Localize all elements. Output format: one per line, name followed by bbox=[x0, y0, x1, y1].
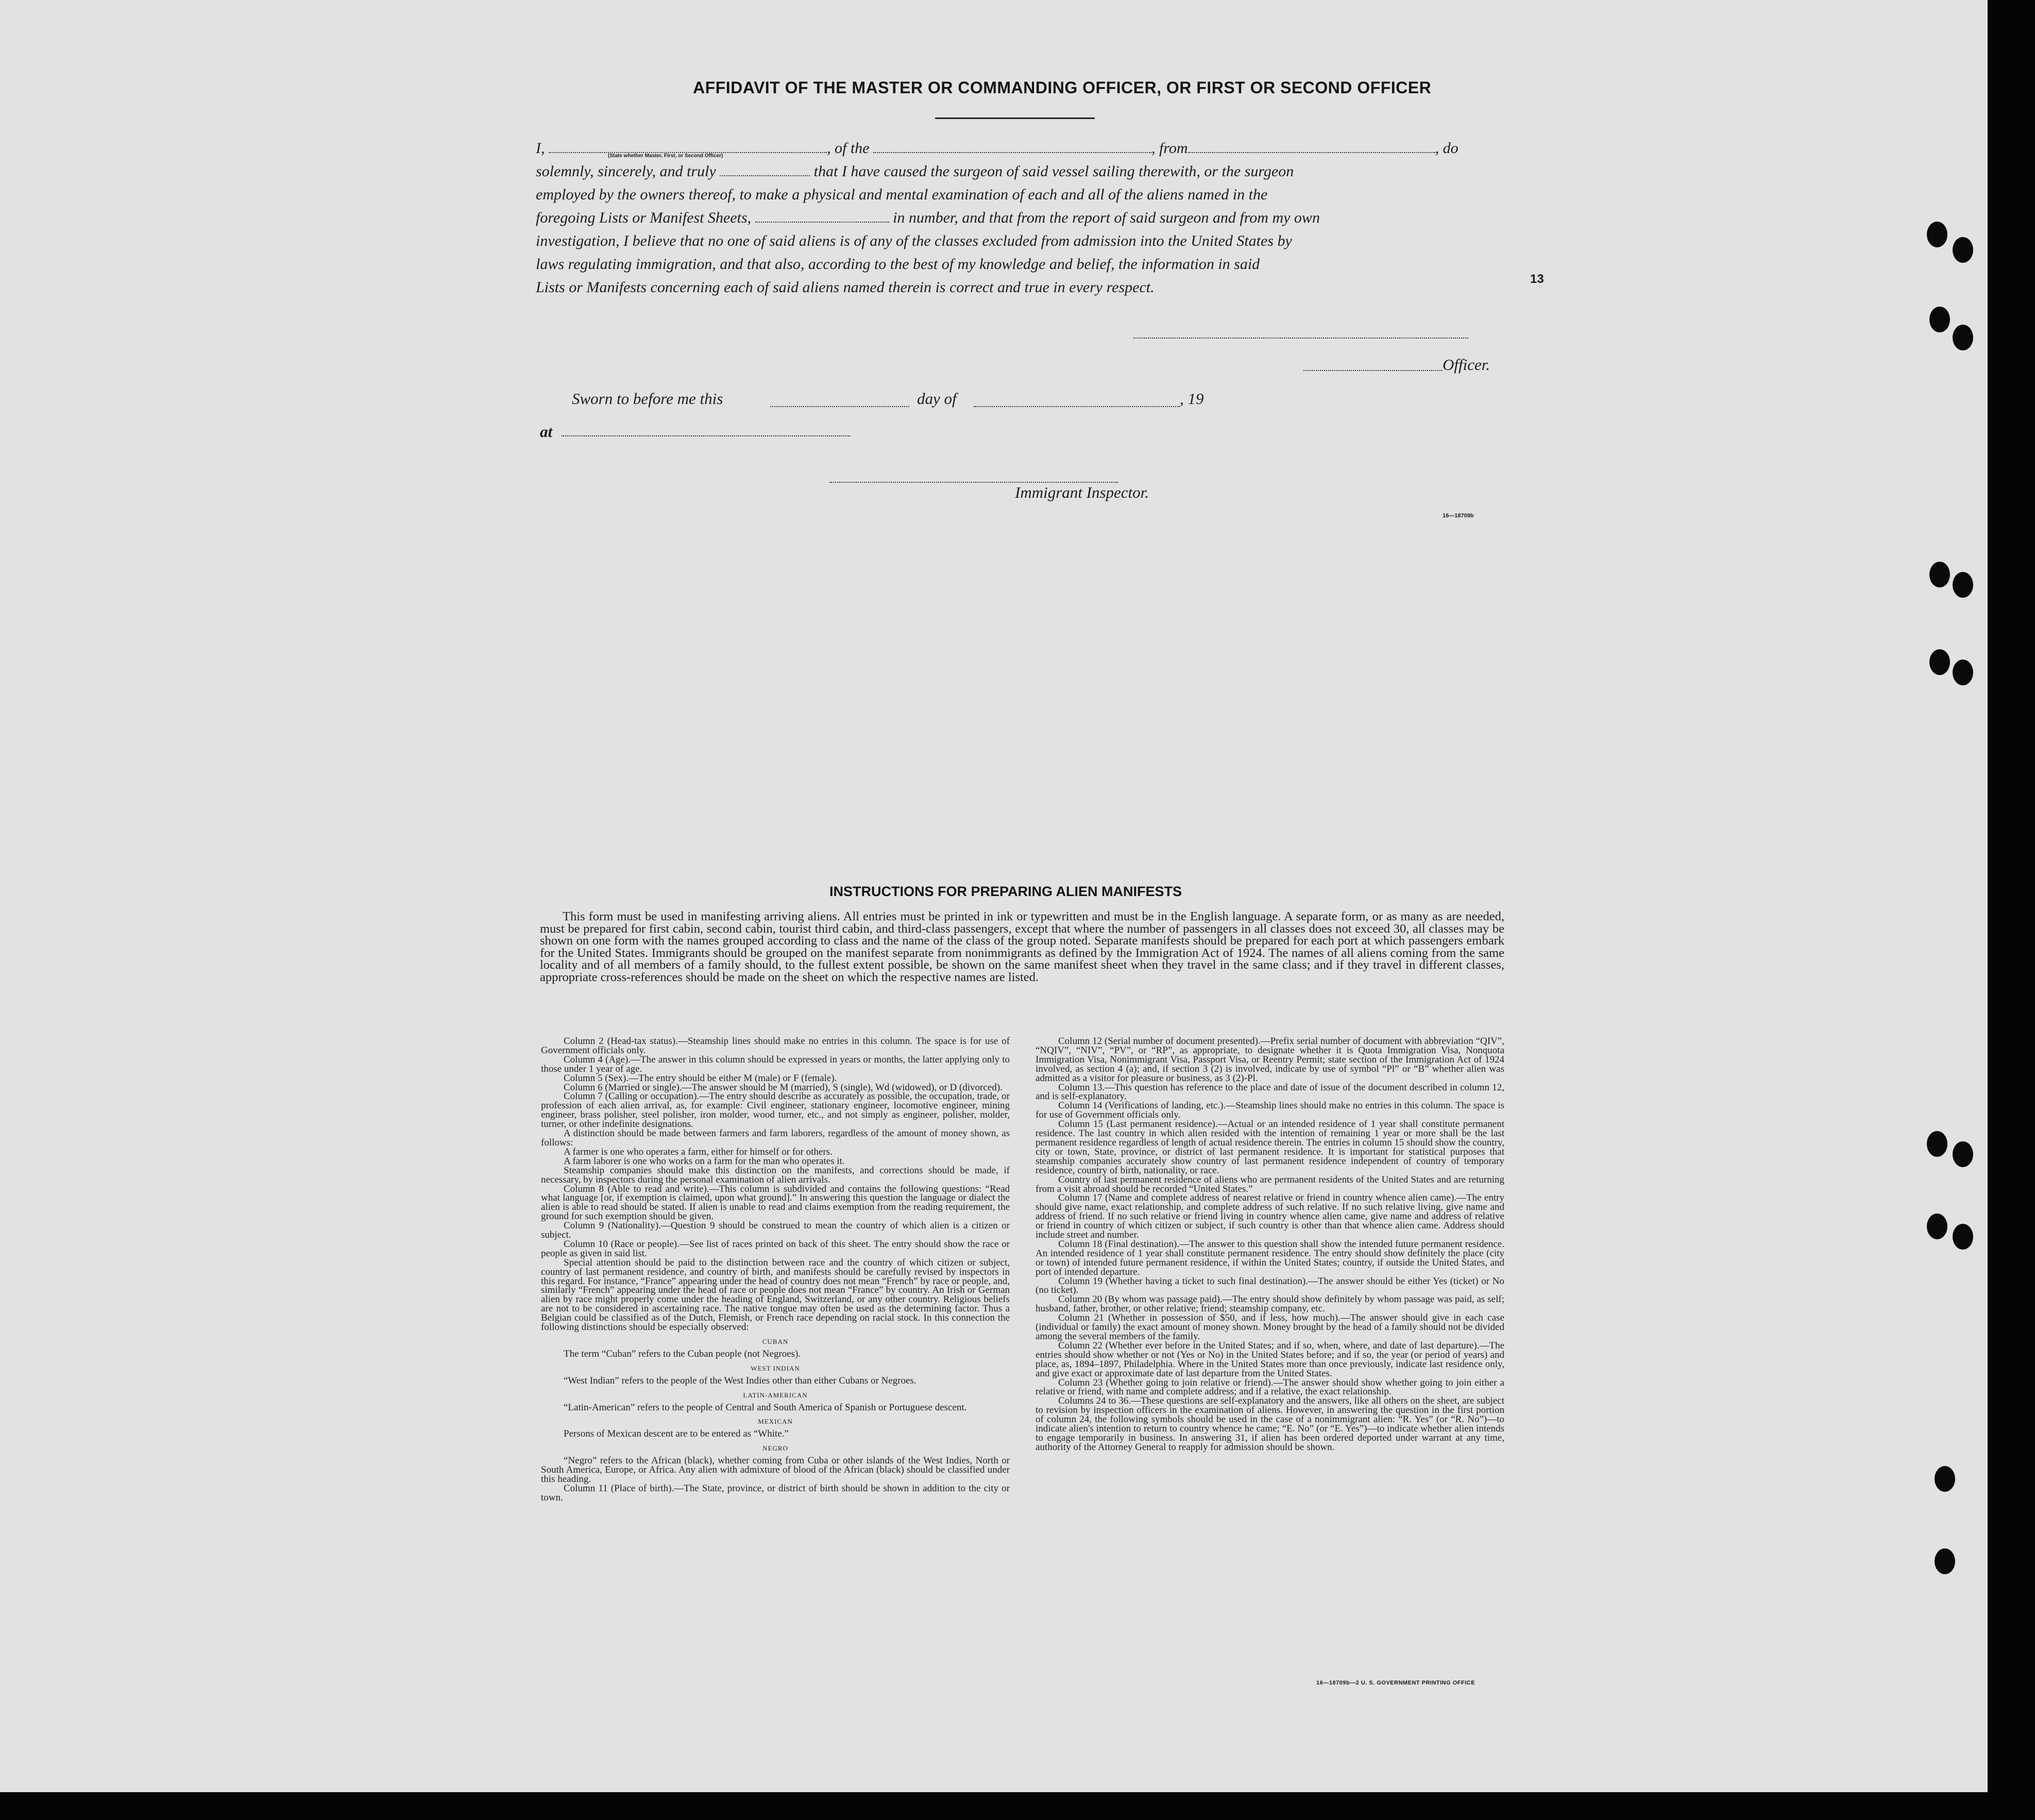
instruction-paragraph: Column 21 (Whether in possession of $50, and if less, how much).—The answer should give in each case (individual or family) the exact amount of money shown. Money brought by the head of a family should not be divided among the several members of the family. bbox=[1036, 1312, 1504, 1342]
instruction-paragraph: Steamship companies should make this distinction on the manifests, and corrections should be made, if necessary, by inspectors during the personal examination of alien arrivals. bbox=[541, 1165, 1010, 1185]
instruction-paragraph: Columns 24 to 36.—These questions are self-explanatory and the answers, like all others on the sheet, are subject to revision by inspection officers in the examination of aliens. However, in answering the question in the first portion of column 24, the following symbols should be used in the case of a nonimmigrant alien: “R. Yes” (or “R. No”)—to indicate alien's intention to return to country whence he came; “E. No” (or “E. Yes”)—to indicate whether alien intends to engage temporarily in business. In answering 31, if alien has been ordered deported under warrant at any time, authority of the Attorney General to reapply for admission should be shown. bbox=[1036, 1395, 1504, 1453]
west-indian-text: “West Indian” refers to the people of the West Indies other than either Cubans or Negroes. bbox=[564, 1375, 917, 1386]
affidavit-line-2: solemnly, sincerely, and truly that I have caused the surgeon of said vessel sailing therewith, or the surgeon bbox=[536, 163, 1294, 180]
signature-line[interactable] bbox=[1133, 338, 1468, 339]
year-label: , 19 bbox=[1180, 390, 1204, 408]
instructions-title: INSTRUCTIONS FOR PREPARING ALIEN MANIFESTS bbox=[829, 884, 1182, 899]
scan-border-right bbox=[1988, 0, 2035, 1820]
right-paragraphs bbox=[1036, 1037, 1504, 1452]
punch-hole bbox=[1953, 237, 1973, 263]
instruction-paragraph: Column 19 (Whether having a ticket to such final destination).—The answer should be either Yes (ticket) or No (no ticket). bbox=[1036, 1275, 1504, 1296]
cuban-text: The term “Cuban” refers to the Cuban people (not Negroes). bbox=[564, 1348, 801, 1359]
instruction-paragraph: Column 12 (Serial number of document presented).—Prefix serial number of document with abbreviation “QIV”, “NQIV”, “NIV”, “PV”, or “RP”, as appropriate, to designate whether it is Quota Immigration Visa, Nonquota Immigration Visa, Nonimmigrant Visa, Passport Visa, or Reentry Permit; state section of the Immigration Act of 1924 involved, as section 4 (a); and, if section 3 (2) is involved, indicate by use of symbol “Pl” or “B” whether alien was admitted as a visitor for pleasure or business, as 3 (2)-Pl. bbox=[1036, 1036, 1504, 1084]
punch-hole bbox=[1935, 1548, 1955, 1574]
instruction-paragraph: A farmer is one who operates a farm, either for himself or for others. bbox=[564, 1146, 833, 1157]
instruction-paragraph: Column 13.—This question has reference to the place and date of issue of the document described in column 12, and is self-explanatory. bbox=[1036, 1082, 1504, 1102]
punch-hole bbox=[1927, 222, 1947, 247]
negro-heading: NEGRO bbox=[762, 1444, 788, 1453]
sworn-month-field[interactable] bbox=[974, 406, 1180, 407]
instruction-paragraph: Column 2 (Head-tax status).—Steamship lines should make no entries in this column. The space is for use of Government officials only. bbox=[541, 1036, 1010, 1056]
instruction-paragraph: Column 8 (Able to read and write).—This column is subdivided and contains the following questions: “Read what language [or, if exemption is claimed, upon what ground].” In answering this question the language or dialect the alien is able to read should be stated. If alien is unable to read and claims exemption from the reading requirement, the ground for such exemption should be given. bbox=[541, 1183, 1010, 1222]
affidavit-title: AFFIDAVIT OF THE MASTER OR COMMANDING OFFICER, OR FIRST OR SECOND OFFICER bbox=[693, 78, 1432, 97]
printing-office-footer: 16—18709b—2 U. S. GOVERNMENT PRINTING OFFICE bbox=[1316, 1680, 1476, 1686]
instruction-paragraph: Column 14 (Verifications of landing, etc.).—Steamship lines should make no entries in this column. The space is for use of Government officials only. bbox=[1036, 1100, 1504, 1121]
officer-label: Officer. bbox=[1443, 356, 1490, 374]
sworn-label: Sworn to before me this bbox=[572, 390, 723, 408]
punch-hole bbox=[1935, 1466, 1955, 1492]
punch-hole bbox=[1929, 562, 1950, 587]
negro-text: “Negro” refers to the African (black), whether coming from Cuba or other islands of the West Indies, North or South America, Europe, or Africa. Any alien with admixture of blood of the African (black) should be classified under this heading. bbox=[541, 1455, 1010, 1485]
instruction-paragraph: Column 17 (Name and complete address of nearest relative or friend in country whence alien came).—The entry should give name, exact relationship, and complete address of such relative. If no such relative living, give name and address of friend. If no such relative or friend living in country whence alien came, give name and address of relative or friend in country of which citizen or subject, if such country is other than that whence alien came. Address should include street and number. bbox=[1036, 1192, 1504, 1241]
affidavit-line-6: laws regulating immigration, and that also, according to the best of my knowledge and belief, the information in said bbox=[536, 256, 1260, 273]
instruction-paragraph: Country of last permanent residence of aliens who are permanent residents of the United States and are returning from a visit abroad should be recorded “United States.” bbox=[1036, 1174, 1504, 1194]
affidavit-line-5: investigation, I believe that no one of said aliens is of any of the classes excluded from admission into the United States by bbox=[536, 232, 1292, 249]
instruction-paragraph: A distinction should be made between farmers and farm laborers, regardless of the amount of money shown, as follows: bbox=[541, 1128, 1010, 1148]
at-place-field[interactable] bbox=[562, 435, 850, 436]
instruction-paragraph: Column 22 (Whether ever before in the United States; and if so, when, where, and date of last departure).—The entries should show whether or not (Yes or No) in the United States before; and if so, the year (or period of years) and place, as, 1894–1897, Philadelphia. Where in the United States more than once previously, indicate last residence only, and give exact or approximate date of last departure from the United States. bbox=[1036, 1340, 1504, 1379]
scan-border-bottom bbox=[0, 1792, 2035, 1820]
mexican-text: Persons of Mexican descent are to be entered as “White.” bbox=[564, 1428, 789, 1440]
cuban-heading: CUBAN bbox=[762, 1338, 789, 1345]
affidavit-line-7: Lists or Manifests concerning each of said aliens named therein is correct and true in every respect. bbox=[536, 279, 1155, 296]
punch-hole bbox=[1953, 325, 1973, 350]
affidavit-line-4: foregoing Lists or Manifest Sheets, in number, and that from the report of said surgeon and from my own bbox=[536, 209, 1320, 226]
instruction-paragraph: A farm laborer is one who works on a farm for the man who operates it. bbox=[564, 1155, 845, 1167]
sworn-day-field[interactable] bbox=[770, 406, 909, 407]
form-number: 16—18709b bbox=[1443, 513, 1474, 519]
instruction-paragraph: Column 10 (Race or people).—See list of races printed on back of this sheet. The entry should show the race or people as given in said list. bbox=[541, 1238, 1010, 1259]
punch-hole bbox=[1927, 1214, 1947, 1239]
inspector-signature-line[interactable] bbox=[829, 482, 1118, 483]
punch-hole bbox=[1953, 1224, 1973, 1250]
at-label: at bbox=[540, 423, 553, 441]
punch-hole bbox=[1927, 1131, 1947, 1157]
affidavit-body bbox=[536, 137, 1499, 299]
officer-line[interactable] bbox=[1303, 370, 1443, 371]
sheet-count-field[interactable] bbox=[755, 222, 889, 223]
punch-hole bbox=[1953, 572, 1973, 598]
instruction-paragraph: Column 7 (Calling or occupation).—The entry should describe as accurately as possible, the occupation, trade, or profession of each alien arrival, as, for example: Civil engineer, stationary engineer, locomotive engineer, mining engineer, brass polisher, steel polisher, iron molder, wood turner, etc., and not simply as engineer, polisher, molder, turner, or other indefinite designations. bbox=[541, 1091, 1010, 1130]
instruction-paragraph: Column 6 (Married or single).—The answer should be M (married), S (single), Wd (widowed), or D (divorced). bbox=[564, 1082, 1003, 1093]
vessel-name-field[interactable] bbox=[873, 152, 1151, 153]
instructions-intro: This form must be used in manifesting arriving aliens. All entries must be printed in ink or typewritten and must be in the English language. A separate form, or as many as are needed, must be prepared for first cabin, second cabin, tourist third cabin, and third-class passengers, except that where the number of passengers in all classes does not exceed 30, all classes may be shown on one form with the names grouped according to class and the name of the class of the group noted. Separate manifests should be prepared for each port at which passengers embark for the United States. Immigrants should be grouped on the manifest separate from nonimmigrants as defined by the Immigration Act of 1924. The names of all aliens coming from the same locality and of all members of a family should, to the fullest extent possible, be shown on the same manifest sheet when they travel in the same class; and if they travel in different classes, appropriate cross-references should be made on the sheet on which the respective names are listed. bbox=[540, 909, 1504, 984]
mexican-heading: MEXICAN bbox=[758, 1418, 793, 1426]
oath-type-field[interactable] bbox=[720, 175, 810, 176]
instruction-paragraph: Column 20 (By whom was passage paid).—The entry should show definitely by whom passage was paid, as self; husband, father, brother, or other relative; friend; steamship company, etc. bbox=[1036, 1294, 1504, 1315]
instruction-paragraph: Special attention should be paid to the distinction between race and the country of which citizen or subject, country of last permanent residence, and country of birth, and manifests should be carefully revised by inspectors in this regard. For instance, “France” appearing under the head of country does not mean “French” by race or people, and, similarly “French” appearing under the head of race or people does not mean “France” by country. An Irish or German alien by race might properly come under the heading of England, Switzerland, or any other country. Religious beliefs are not to be considered in ascertaining race. The native tongue may often be used as the determining factor. Thus a Belgian could be classified as of the Dutch, Flemish, or French race depending on racial stock. In this connection the following distinctions should be especially observed: bbox=[541, 1257, 1010, 1333]
punch-hole bbox=[1929, 307, 1950, 332]
affidavit-line-1: I, , of the , from , do bbox=[536, 140, 1459, 157]
title-rule bbox=[935, 117, 1095, 119]
instruction-paragraph: Column 23 (Whether going to join relative or friend).—The answer should show whether going to join either a relative or friend, with name and complete address; and if a relative, the exact relationship. bbox=[1036, 1377, 1504, 1397]
instruction-paragraph: Column 9 (Nationality).—Question 9 should be construed to mean the country of which alien is a citizen or subject. bbox=[541, 1220, 1010, 1241]
punch-hole bbox=[1953, 1141, 1973, 1167]
west-indian-heading: WEST INDIAN bbox=[751, 1364, 800, 1372]
instruction-paragraph: Column 15 (Last permanent residence).—Actual or an intended residence of 1 year shall constitute permanent residence. The last country in which alien resided with the intention of remaining 1 year or more shall be the last permanent residence regardless of length of actual residence therein. The entries in column 15 should show the country, city or town, State, province, or district of last permanent residence. It is important for statistical purposes that steamship companies accurately show country of last permanent residence independent of country of temporary residence, country of birth, nationality, or race. bbox=[1036, 1119, 1504, 1176]
state-officer-note: (State whether Master, First, or Second Officer) bbox=[608, 153, 723, 159]
margin-number: 13 bbox=[1530, 272, 1544, 286]
latin-american-text: “Latin-American” refers to the people of Central and South America of Spanish or Portuguese descent. bbox=[564, 1402, 967, 1413]
instruction-paragraph: Column 18 (Final destination).—The answer to this question shall show the intended future permanent residence. An intended residence of 1 year shall constitute permanent residence. The entry should show definitely the place (city or town) of intended future permanent residence, if within the United States; country, if outside the United States, and port of intended departure. bbox=[1036, 1238, 1504, 1277]
punch-hole bbox=[1953, 660, 1973, 685]
instruction-paragraph: Column 4 (Age).—The answer in this column should be expressed in years or months, the latter applying only to those under 1 year of age. bbox=[541, 1054, 1010, 1074]
affidavit-line-3: employed by the owners thereof, to make a physical and mental examination of each and all of the aliens named in the bbox=[536, 186, 1268, 203]
day-of-label: day of bbox=[917, 390, 957, 408]
instructions-left-column bbox=[541, 1037, 1010, 1503]
inspector-label: Immigrant Inspector. bbox=[1015, 483, 1149, 501]
instruction-paragraph: Column 5 (Sex).—The entry should be either M (male) or F (female). bbox=[564, 1072, 837, 1084]
port-from-field[interactable] bbox=[1188, 152, 1435, 153]
column-11-text: Column 11 (Place of birth).—The State, province, or district of birth should be shown in addition to the city or town. bbox=[541, 1482, 1010, 1503]
punch-hole bbox=[1929, 649, 1950, 675]
left-paragraphs bbox=[541, 1037, 1010, 1332]
latin-american-heading: LATIN-AMERICAN bbox=[743, 1391, 808, 1399]
instructions-right-column bbox=[1036, 1037, 1504, 1452]
